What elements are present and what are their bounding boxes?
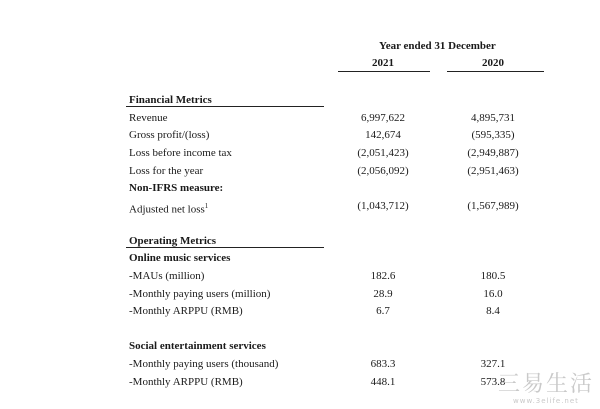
row-label: -Monthly ARPPU (RMB) <box>129 376 243 388</box>
value-2020: 327.1 <box>480 358 506 370</box>
adjusted-net-loss-label: Adjusted net loss <box>129 203 205 216</box>
row-label: Revenue <box>129 112 168 124</box>
footnote-marker: 1 <box>204 202 209 210</box>
watermark-url: www.3elife.net <box>513 397 579 405</box>
watermark <box>498 373 594 405</box>
value-2021: 448.1 <box>370 376 396 388</box>
year-2020-header: 2020 <box>482 57 504 69</box>
row-label: -Monthly paying users (million) <box>129 288 271 300</box>
year-2021-header: 2021 <box>372 57 394 69</box>
header-rule-2021 <box>338 71 430 72</box>
value-2020: (1,567,989) <box>467 200 519 212</box>
financial-metrics-title: Financial Metrics <box>129 94 212 106</box>
row-label: Loss for the year <box>129 165 204 177</box>
value-2021: 6,997,622 <box>361 112 405 124</box>
value-2020: (2,951,463) <box>467 165 519 177</box>
social-entertainment-title: Social entertainment services <box>129 340 266 352</box>
value-2021: (2,056,092) <box>357 165 409 177</box>
operating-metrics-rule <box>126 247 324 248</box>
value-2020: 4,895,731 <box>471 112 515 124</box>
row-label: Gross profit/(loss) <box>129 129 210 141</box>
row-label: -Monthly paying users (thousand) <box>129 358 279 370</box>
value-2020: 8.4 <box>486 305 500 317</box>
header-rule-2020 <box>447 71 544 72</box>
value-2021: (2,051,423) <box>357 147 409 159</box>
row-label <box>129 200 208 217</box>
period-header: Year ended 31 December <box>379 40 496 52</box>
row-label: -Monthly ARPPU (RMB) <box>129 305 243 317</box>
value-2021: 182.6 <box>370 270 396 282</box>
value-2021: 142,674 <box>365 129 401 141</box>
value-2020: (2,949,887) <box>467 147 519 159</box>
online-music-title: Online music services <box>129 252 231 264</box>
value-2020: 180.5 <box>480 270 506 282</box>
non-ifrs-title: Non-IFRS measure: <box>129 182 224 194</box>
value-2021: 683.3 <box>370 358 396 370</box>
value-2020: 16.0 <box>483 288 503 300</box>
financial-metrics-rule <box>126 106 324 107</box>
value-2020: 573.8 <box>480 376 506 388</box>
value-2020: (595,335) <box>471 129 515 141</box>
value-2021: 28.9 <box>373 288 393 300</box>
watermark-text: 三易生活 <box>497 372 594 397</box>
value-2021: (1,043,712) <box>357 200 409 212</box>
row-label: Loss before income tax <box>129 147 232 159</box>
operating-metrics-title: Operating Metrics <box>129 235 217 247</box>
value-2021: 6.7 <box>376 305 390 317</box>
row-label: -MAUs (million) <box>129 270 205 282</box>
